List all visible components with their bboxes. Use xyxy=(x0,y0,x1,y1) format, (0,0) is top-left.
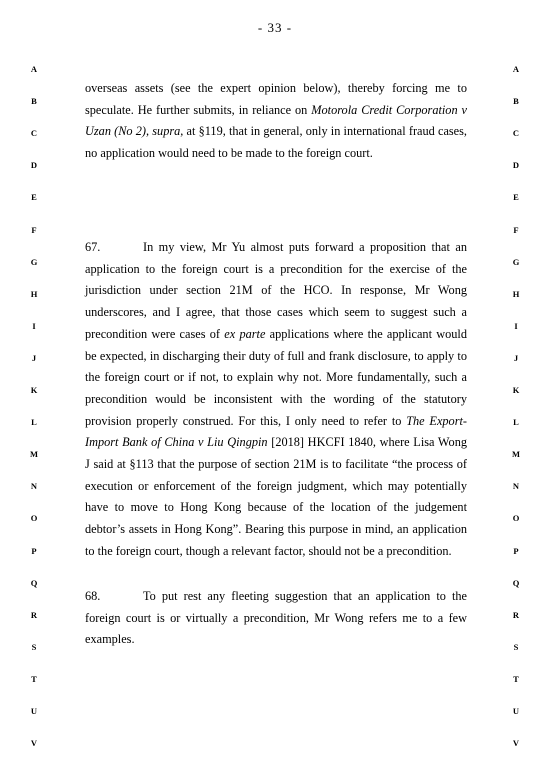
margin-letter-left: C xyxy=(30,128,38,139)
margin-letter-right: M xyxy=(511,449,521,460)
margin-letter-right: L xyxy=(513,417,519,428)
margin-letter-right: U xyxy=(512,706,520,716)
margin-letter-right: D xyxy=(512,160,520,171)
margin-letter-left: K xyxy=(30,385,38,395)
paragraph-68 xyxy=(85,586,467,651)
paragraph-67 xyxy=(85,237,467,563)
italic-text: The Export-Import Bank of China v Liu Qingpin xyxy=(85,413,467,450)
margin-letter-right: N xyxy=(512,481,520,492)
text-run: applications where the applicant would be expected, in discharging their duty of full and frank disclosure, to apply to the foreign court or if not, to explain why not. More fundamentally, such a precondition would be inconsistent with the wording of the statutory provision properly construed. For this, I only need to refer to xyxy=(85,326,467,428)
margin-letter-right: G xyxy=(512,256,520,267)
margin-letter-right: J xyxy=(513,352,519,363)
margin-letter-right: S xyxy=(513,641,519,652)
margin-letter-left: Q xyxy=(30,577,38,588)
margin-letter-left: M xyxy=(29,449,39,460)
margin-letter-right: I xyxy=(514,320,518,331)
margin-letter-right: A xyxy=(512,64,520,74)
paragraph-text xyxy=(85,237,467,563)
paragraph-number: 68. xyxy=(85,589,101,603)
margin-letter-left: S xyxy=(31,641,37,652)
margin-letter-right: E xyxy=(513,192,519,203)
margin-letter-left: P xyxy=(31,545,37,556)
margin-letter-right: B xyxy=(513,96,519,107)
text-run: overseas assets (see the expert opinion below), thereby forcing me to speculate. He further submits, in reliance on xyxy=(85,81,467,117)
margin-letter-left: G xyxy=(30,256,38,267)
margin-letter-left: E xyxy=(31,192,37,203)
margin-letter-left: R xyxy=(30,609,38,620)
italic-text: ex parte xyxy=(224,326,266,341)
margin-letter-left: L xyxy=(31,417,37,428)
margin-letter-right: V xyxy=(512,738,520,749)
margin-letter-left: B xyxy=(31,96,37,107)
margin-letter-left: I xyxy=(32,320,36,331)
margin-letter-right: H xyxy=(512,288,520,299)
margin-letter-left: O xyxy=(30,513,38,524)
margin-letter-right: K xyxy=(512,385,520,395)
margin-letter-left: J xyxy=(31,352,37,363)
margin-letter-right: O xyxy=(512,513,520,524)
paragraph-continuation xyxy=(85,78,467,165)
margin-letter-left: F xyxy=(31,224,37,235)
margin-letter-left: D xyxy=(30,160,38,171)
margin-letter-left: T xyxy=(31,673,37,684)
margin-letter-right: F xyxy=(513,224,519,235)
margin-letter-right: Q xyxy=(512,577,520,588)
paragraph-text xyxy=(85,586,467,651)
margin-letter-left: N xyxy=(30,481,38,492)
margin-letter-right: T xyxy=(513,673,519,684)
margin-letter-left: H xyxy=(30,288,38,299)
margin-letter-right: P xyxy=(513,545,519,556)
page-number: - 33 - xyxy=(257,20,293,35)
text-run: To put rest any fleeting suggestion that an application to the foreign court is or virtually a precondition, Mr Wong refers me to a few examples. xyxy=(85,589,467,647)
text-run: , at §119, that in general, only in international fraud cases, no application would need to be made to the foreign court. xyxy=(85,124,468,161)
margin-letter-left: V xyxy=(30,738,38,749)
margin-letter-right: C xyxy=(512,128,520,139)
text-run: [2018] HKCFI 1840, where Lisa Wong J said at §113 that the purpose of section 21M is to facilitate “the process of execution or enforcement of the foreign judgment, which may potentially have to move to Hong Kong because of the location of the judgement debtor’s assets in Hong Kong”. Bearing this purpose in mind, an application to the foreign court, though a relevant factor, should not be a precondition. xyxy=(85,435,467,558)
paragraph-text xyxy=(85,78,467,165)
margin-letter-left: A xyxy=(30,64,38,74)
margin-letter-right: R xyxy=(512,609,520,620)
text-run: In my view, Mr Yu almost puts forward a proposition that an application to the foreign court is a precondition for the exercise of the jurisdiction under section 21M of the HCO. In response, Mr Wong underscores, and I agree, that those cases which seem to suggest such a precondition were cases of xyxy=(85,240,467,341)
margin-letter-left: U xyxy=(30,706,38,716)
italic-text: Motorola Credit Corporation v Uzan (No 2), supra xyxy=(85,102,467,139)
paragraph-number: 67. xyxy=(85,240,101,254)
